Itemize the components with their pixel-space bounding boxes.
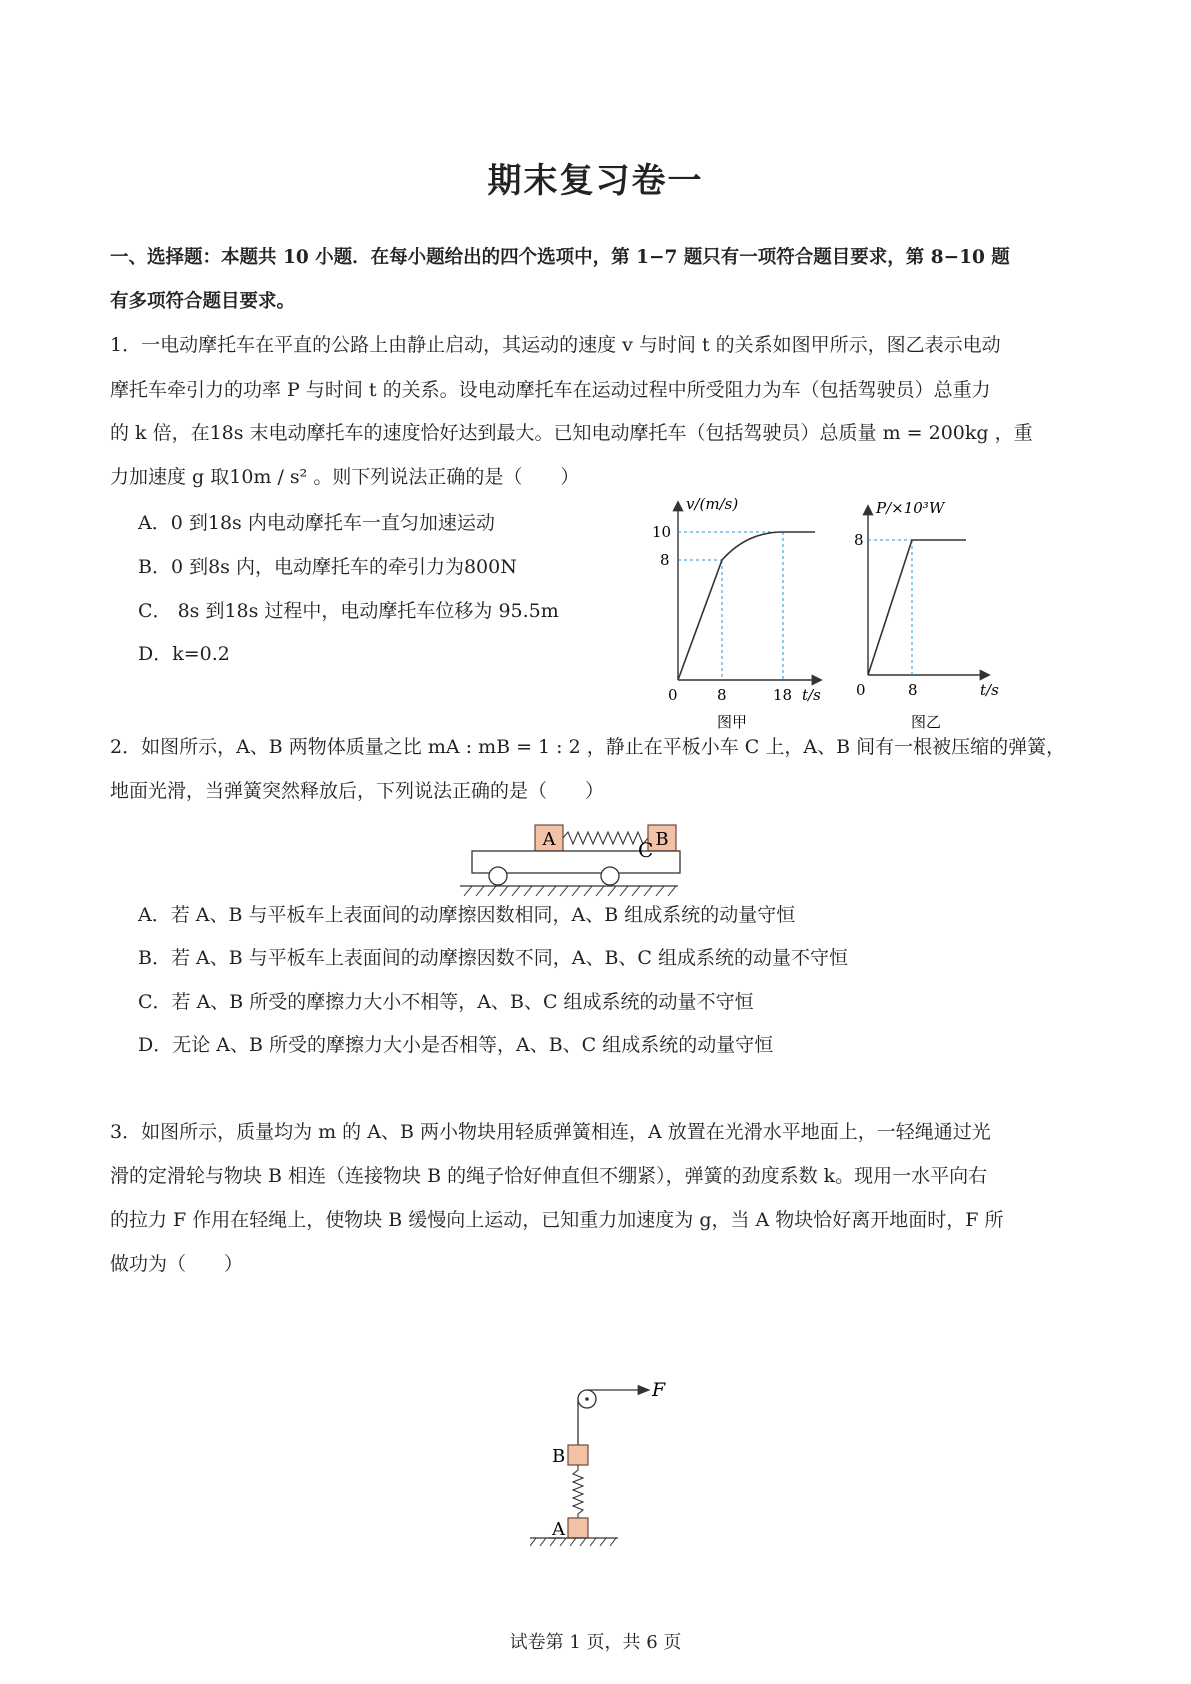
- q3-line-2: 滑的定滑轮与物块 B 相连（连接物块 B 的绳子恰好伸直但不绷紧），弹簧的劲度系数 k。现用一水平向右: [110, 1165, 988, 1187]
- cart-wheel-right: [601, 867, 619, 885]
- graph-jia-ylabel: v/(m/s): [686, 495, 739, 513]
- q1-line-4: 力加速度 g 取10m / s² 。则下列说法正确的是（ ）: [110, 466, 580, 488]
- q2-spring: [563, 832, 648, 844]
- graph-yi-caption: 图乙: [910, 713, 942, 731]
- q1-line-3: 的 k 倍，在18s 末电动摩托车的速度恰好达到最大。已知电动摩托车（包括驾驶员）总质量 m = 200kg ，重: [110, 422, 1033, 444]
- block-a-label: A: [542, 829, 556, 850]
- graph-jia: [630, 495, 840, 735]
- section-header-line-2: 有多项符合题目要求。: [110, 291, 296, 312]
- graph-jia-xtick-0: 0: [668, 686, 678, 704]
- q2-option-d: D．无论 A、B 所受的摩擦力大小是否相等，A、B、C 组成系统的动量守恒: [138, 1034, 774, 1056]
- graph-jia-caption: 图甲: [716, 713, 748, 731]
- q2-option-c: C．若 A、B 所受的摩擦力大小不相等，A、B、C 组成系统的动量不守恒: [138, 991, 754, 1013]
- cart-label-c: C: [638, 838, 654, 862]
- block-a-label: A: [552, 1519, 565, 1540]
- q2-line-1: 2．如图所示，A、B 两物体质量之比 mA : mB = 1 : 2 ，静止在平板小车 C 上，A、B 间有一根被压缩的弹簧，: [110, 736, 1066, 758]
- graph-jia-ytick-8: 8: [660, 551, 670, 569]
- graph-jia-xtick-18: 18: [773, 686, 793, 704]
- q3-line-4: 做功为（ ）: [110, 1253, 244, 1275]
- q1-line-2: 摩托车牵引力的功率 P 与时间 t 的关系。设电动摩托车在运动过程中所受阻力为车（包括驾驶员）总重力: [110, 379, 991, 401]
- block-a: [568, 1518, 588, 1538]
- graph-yi-curve: [868, 540, 966, 675]
- graph-yi-xlabel: t/s: [980, 681, 999, 699]
- block-b-label: B: [552, 1446, 566, 1467]
- q3-ground-hatching: [530, 1538, 616, 1546]
- page-footer: 试卷第 1 页，共 6 页: [509, 1632, 682, 1653]
- q3-figure-pulley: [530, 1380, 720, 1560]
- graph-yi-ytick-8: 8: [854, 531, 864, 549]
- graph-yi-xtick-0: 0: [856, 681, 866, 699]
- graph-jia-curve: [678, 532, 815, 680]
- ground-hatching: [460, 886, 676, 896]
- q3-spring: [573, 1465, 583, 1518]
- section-header-line-1: 一、选择题：本题共 10 小题．在每小题给出的四个选项中，第 1−7 题只有一项符合题目要求，第 8−10 题: [110, 247, 1010, 268]
- page-title: 期末复习卷一: [487, 161, 704, 201]
- graph-jia-xlabel: t/s: [802, 686, 821, 704]
- q1-option-b: B．0 到8s 内，电动摩托车的牵引力为800N: [138, 556, 517, 578]
- graph-yi: [838, 495, 1028, 735]
- block-b: [568, 1445, 588, 1465]
- q1-option-c: C． 8s 到18s 过程中，电动摩托车位移为 95.5m: [138, 600, 559, 622]
- q3-line-3: 的拉力 F 作用在轻绳上，使物块 B 缓慢向上运动，已知重力加速度为 g，当 A 物块恰好离开地面时，F 所: [110, 1209, 1004, 1231]
- q3-line-1: 3．如图所示，质量均为 m 的 A、B 两小物块用轻质弹簧相连，A 放置在光滑水平地面上，一轻绳通过光: [110, 1121, 991, 1143]
- block-b-label: B: [655, 829, 669, 850]
- graph-jia-xtick-8: 8: [717, 686, 727, 704]
- q2-line-2: 地面光滑，当弹簧突然释放后，下列说法正确的是（ ）: [110, 780, 605, 802]
- force-label-f: F: [652, 1380, 666, 1401]
- q1-option-a: A．0 到18s 内电动摩托车一直匀加速运动: [138, 512, 495, 534]
- graph-jia-ytick-10: 10: [652, 523, 672, 541]
- graph-yi-xtick-8: 8: [908, 681, 918, 699]
- q1-line-1: 1．一电动摩托车在平直的公路上由静止启动，其运动的速度 v 与时间 t 的关系如图甲所示，图乙表示电动: [110, 334, 1001, 356]
- q2-option-b: B．若 A、B 与平板车上表面间的动摩擦因数不同，A、B、C 组成系统的动量不守恒: [138, 947, 848, 969]
- graph-yi-ylabel: P/×10³W: [876, 499, 945, 517]
- q2-option-a: A．若 A、B 与平板车上表面间的动摩擦因数相同，A、B 组成系统的动量守恒: [138, 904, 796, 926]
- cart-wheel-left: [489, 867, 507, 885]
- q1-option-d: D．k=0.2: [138, 643, 230, 665]
